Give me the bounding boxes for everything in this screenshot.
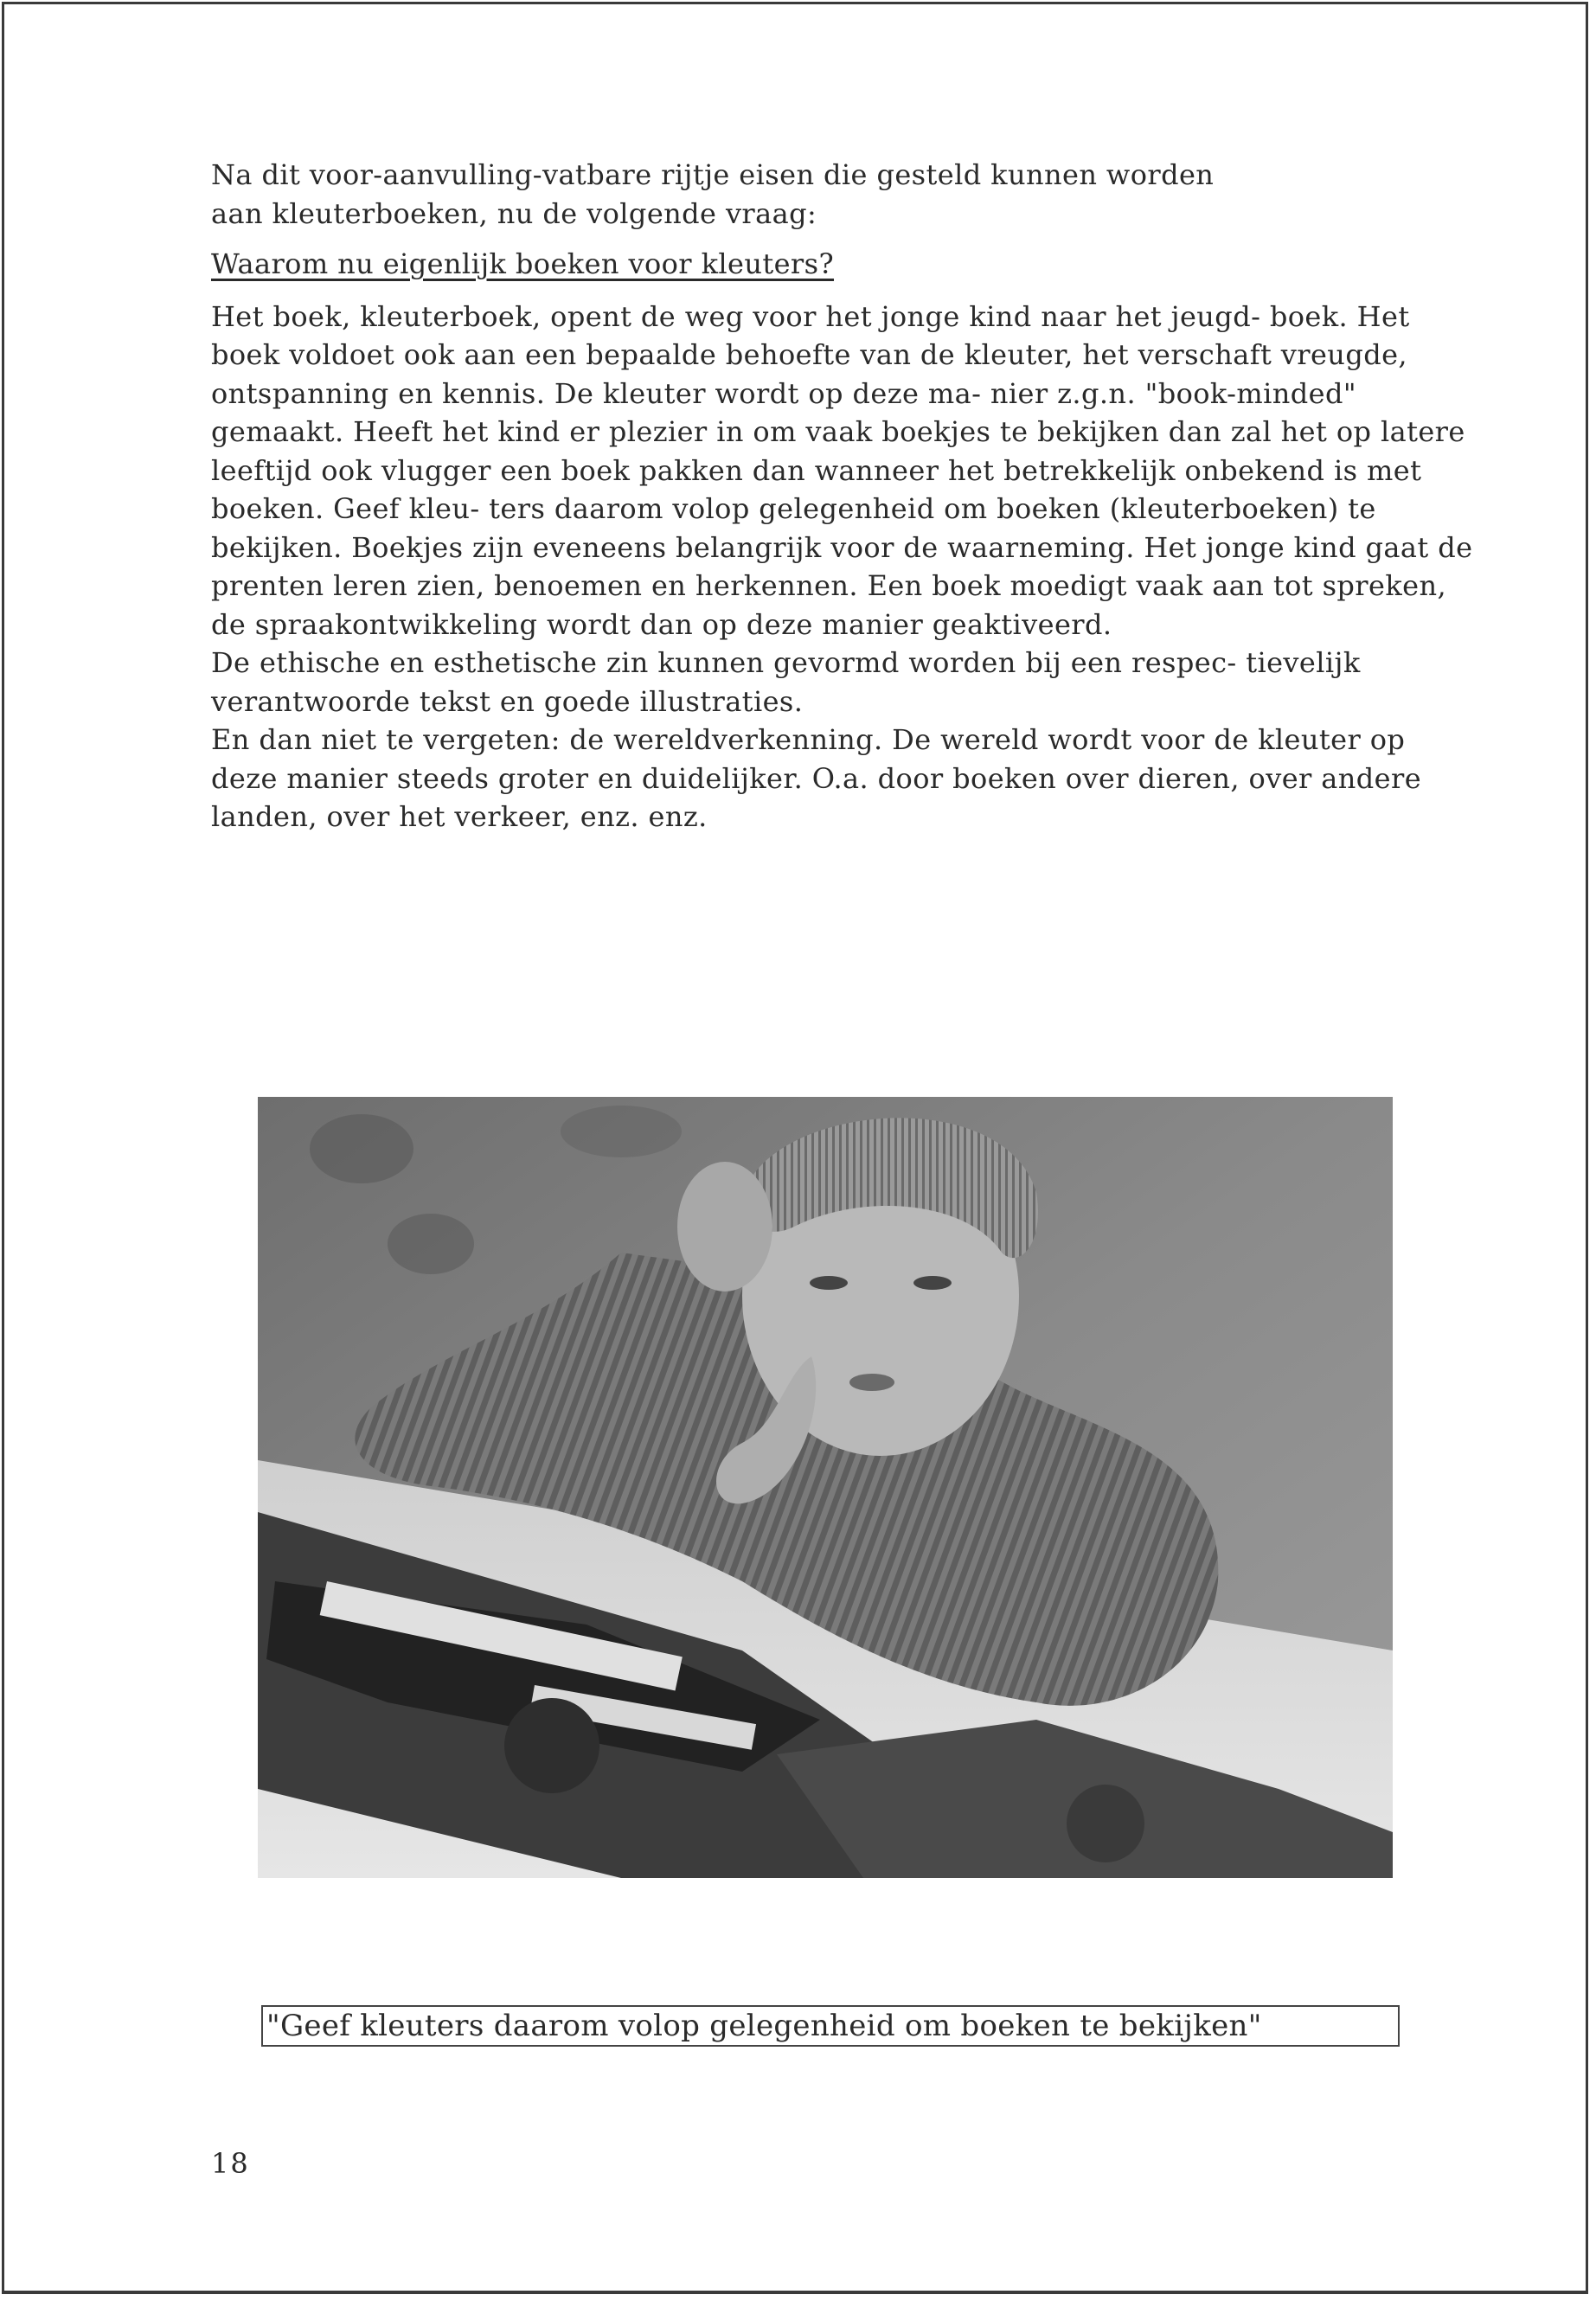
section-heading: Waarom nu eigenlijk boeken voor kleuters?: [211, 247, 835, 280]
intro-line-1: Na dit voor-aanvulling-vatbare rijtje eisen die gesteld kunnen worden: [211, 158, 1215, 191]
photo-illustration: [258, 1097, 1393, 1878]
text-block: [211, 156, 1474, 836]
body-text: [211, 298, 1474, 836]
paragraph-ethics: De ethische en esthetische zin kunnen gevormd worden bij een respec- tievelijk verantwoorde tekst en goede illustraties.: [211, 646, 1361, 718]
paragraph-world: En dan niet te vergeten: de wereldverkenning. De wereld wordt voor de kleuter op deze manier steeds groter en duidelijker. O.a. door boeken over dieren, over andere landen, over het verkeer, enz. enz.: [211, 723, 1422, 833]
paragraph-main: Het boek, kleuterboek, opent de weg voor het jonge kind naar het jeugd- boek. Het boek voldoet ook aan een bepaalde behoefte van de kleuter, het verschaft vreugde, ontspanning en kennis. De kleuter wordt op deze ma- nier z.g.n. "book-minded" gemaakt. Heeft het kind er plezier in om vaak boekjes te bekijken dan zal het op latere leeftijd ook vlugger een boek pakken dan wanneer het betrekkelijk onbekend is met boeken. Geef kleu- ters daarom volop gelegenheid om boeken (kleuterboeken) te bekijken. Boekjes zijn eveneens belangrijk voor de waarneming. Het jonge kind gaat de prenten leren zien, benoemen en herkennen. Een boek moedigt vaak aan tot spreken, de spraakontwikkeling wordt dan op deze manier geaktiveerd.: [211, 299, 1473, 641]
intro-paragraph: [211, 156, 1474, 233]
page-number: 18: [211, 2147, 250, 2180]
photo-caption: "Geef kleuters daarom volop gelegenheid om boeken te bekijken": [261, 2005, 1400, 2047]
photo-child-reading: [258, 1097, 1393, 1878]
intro-line-2: aan kleuterboeken, nu de volgende vraag:: [211, 196, 817, 230]
